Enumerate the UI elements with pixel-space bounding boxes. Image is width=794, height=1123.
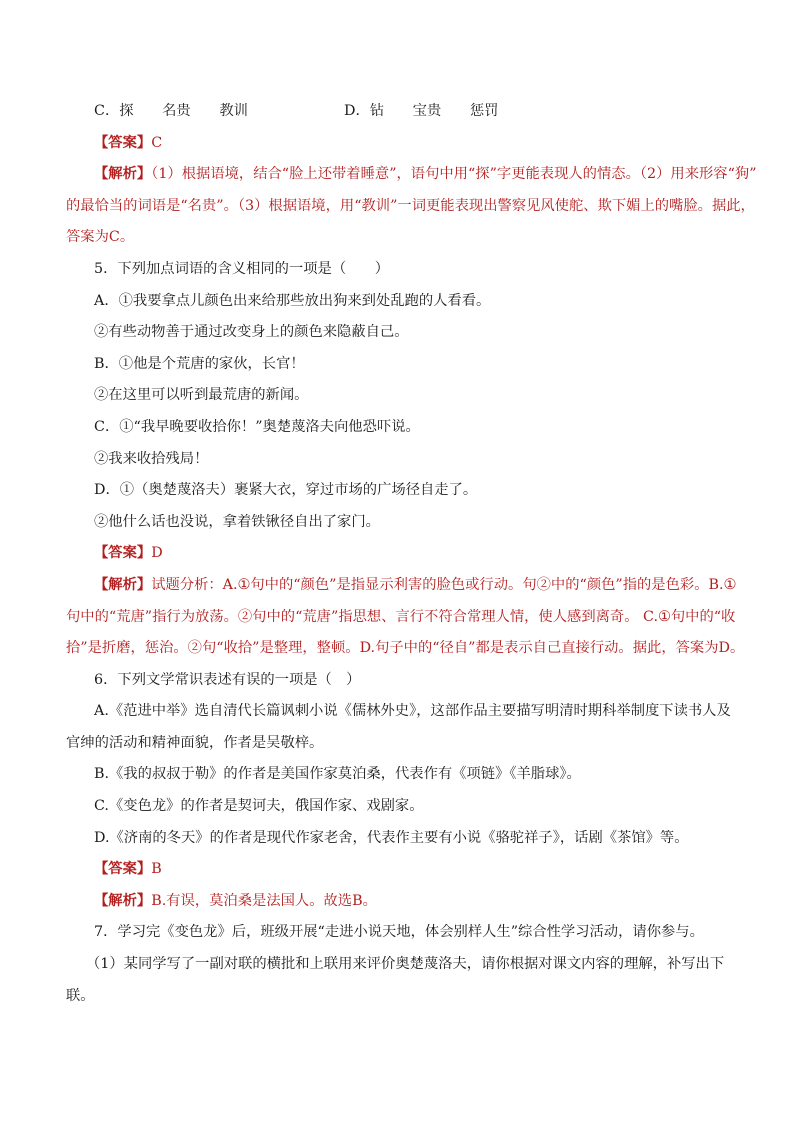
q6-option-c: C.《变色龙》的作者是契诃夫，俄国作家、戏剧家。 bbox=[94, 798, 424, 815]
q4-answer: 【答案】C bbox=[94, 134, 163, 151]
q5-option-b-2: ②在这里可以听到最荒唐的新闻。 bbox=[94, 387, 309, 404]
q4-analysis-line-2: 的最恰当的词语是“名贵”。（3）根据语境，用“教训”一词更能表现出警察见风使舵、欺下媚上的嘴脸。据此， bbox=[66, 197, 755, 214]
q5-answer: 【答案】D bbox=[94, 545, 163, 562]
q6-option-a-2: 官绅的活动和精神面貌，作者是吴敬梓。 bbox=[66, 734, 324, 751]
q7-sub1-line-2: 联。 bbox=[66, 987, 95, 1004]
q5-option-d-2: ②他什么话也没说，拿着铁锹径自出了家门。 bbox=[94, 513, 380, 530]
q5-analysis-line-1: 【解析】试题分析：A.①句中的“颜色”是指显示利害的脸色或行动。句②中的“颜色”指的是色彩。B.① bbox=[94, 576, 737, 593]
q7-sub1-line-1: （1）某同学写了一副对联的横批和上联用来评价奥楚蔑洛夫，请你根据对课文内容的理解，补写出下 bbox=[86, 956, 725, 973]
q6-answer: 【答案】B bbox=[94, 861, 162, 878]
q4-option-c: C．探 名贵 教训 bbox=[94, 103, 248, 119]
q7-stem: 7．学习完《变色龙》后，班级开展“走进小说天地，体会别样人生”综合性学习活动，请你参与。 bbox=[94, 924, 704, 941]
q5-option-c-2: ②我来收拾残局！ bbox=[94, 450, 209, 467]
q5-option-d-1: D．①（奥楚蔑洛夫）裹紧大衣，穿过市场的广场径自走了。 bbox=[94, 482, 478, 499]
q6-option-d: D.《济南的冬天》的作者是现代作家老舍，代表作主要有小说《骆驼祥子》，话剧《茶馆》等。 bbox=[94, 829, 689, 846]
q6-option-b: B.《我的叔叔于勒》的作者是美国作家莫泊桑，代表作有《项链》《羊脂球》。 bbox=[94, 766, 581, 783]
q5-analysis-line-3: 拾”是折磨，惩治。②句“收拾”是整理，整顿。D.句子中的“径自”都是表示自己直接行动。据此，答案为D。 bbox=[66, 640, 745, 657]
q5-option-c-1: C．①“我早晚要收拾你！”奥楚蔑洛夫向他恐吓说。 bbox=[94, 418, 420, 435]
q6-stem: 6．下列文学常识表述有误的一项是（ ） bbox=[94, 671, 361, 688]
q4-option-d: D．钻 宝贵 惩罚 bbox=[344, 103, 499, 119]
q4-analysis-line-1: 【解析】（1）根据语境，结合“脸上还带着睡意”，语句中用“探”字更能表现人的情态。（2）用来形容“狗” bbox=[94, 166, 757, 183]
q4-options-row bbox=[94, 96, 700, 128]
q5-option-a-1: A．①我要拿点儿颜色出来给那些放出狗来到处乱跑的人看看。 bbox=[94, 292, 491, 309]
q6-analysis: 【解析】B.有误，莫泊桑是法国人。故选B。 bbox=[94, 892, 377, 909]
q5-option-a-2: ②有些动物善于通过改变身上的颜色来隐蔽自己。 bbox=[94, 324, 409, 341]
q5-option-b-1: B．①他是个荒唐的家伙，长官！ bbox=[94, 355, 305, 372]
q4-analysis-line-3: 答案为C。 bbox=[66, 229, 135, 246]
q5-stem: 5．下列加点词语的含义相同的一项是（ ） bbox=[94, 260, 390, 277]
q6-option-a-1: A.《范进中举》选自清代长篇讽刺小说《儒林外史》，这部作品主要描写明清时期科举制度下读书人及 bbox=[94, 703, 731, 720]
q5-analysis-line-2: 句中的“荒唐”指行为放荡。②句中的“荒唐”指思想、言行不符合常理人情，使人感到离奇。 C.①句中的“收 bbox=[66, 608, 736, 625]
